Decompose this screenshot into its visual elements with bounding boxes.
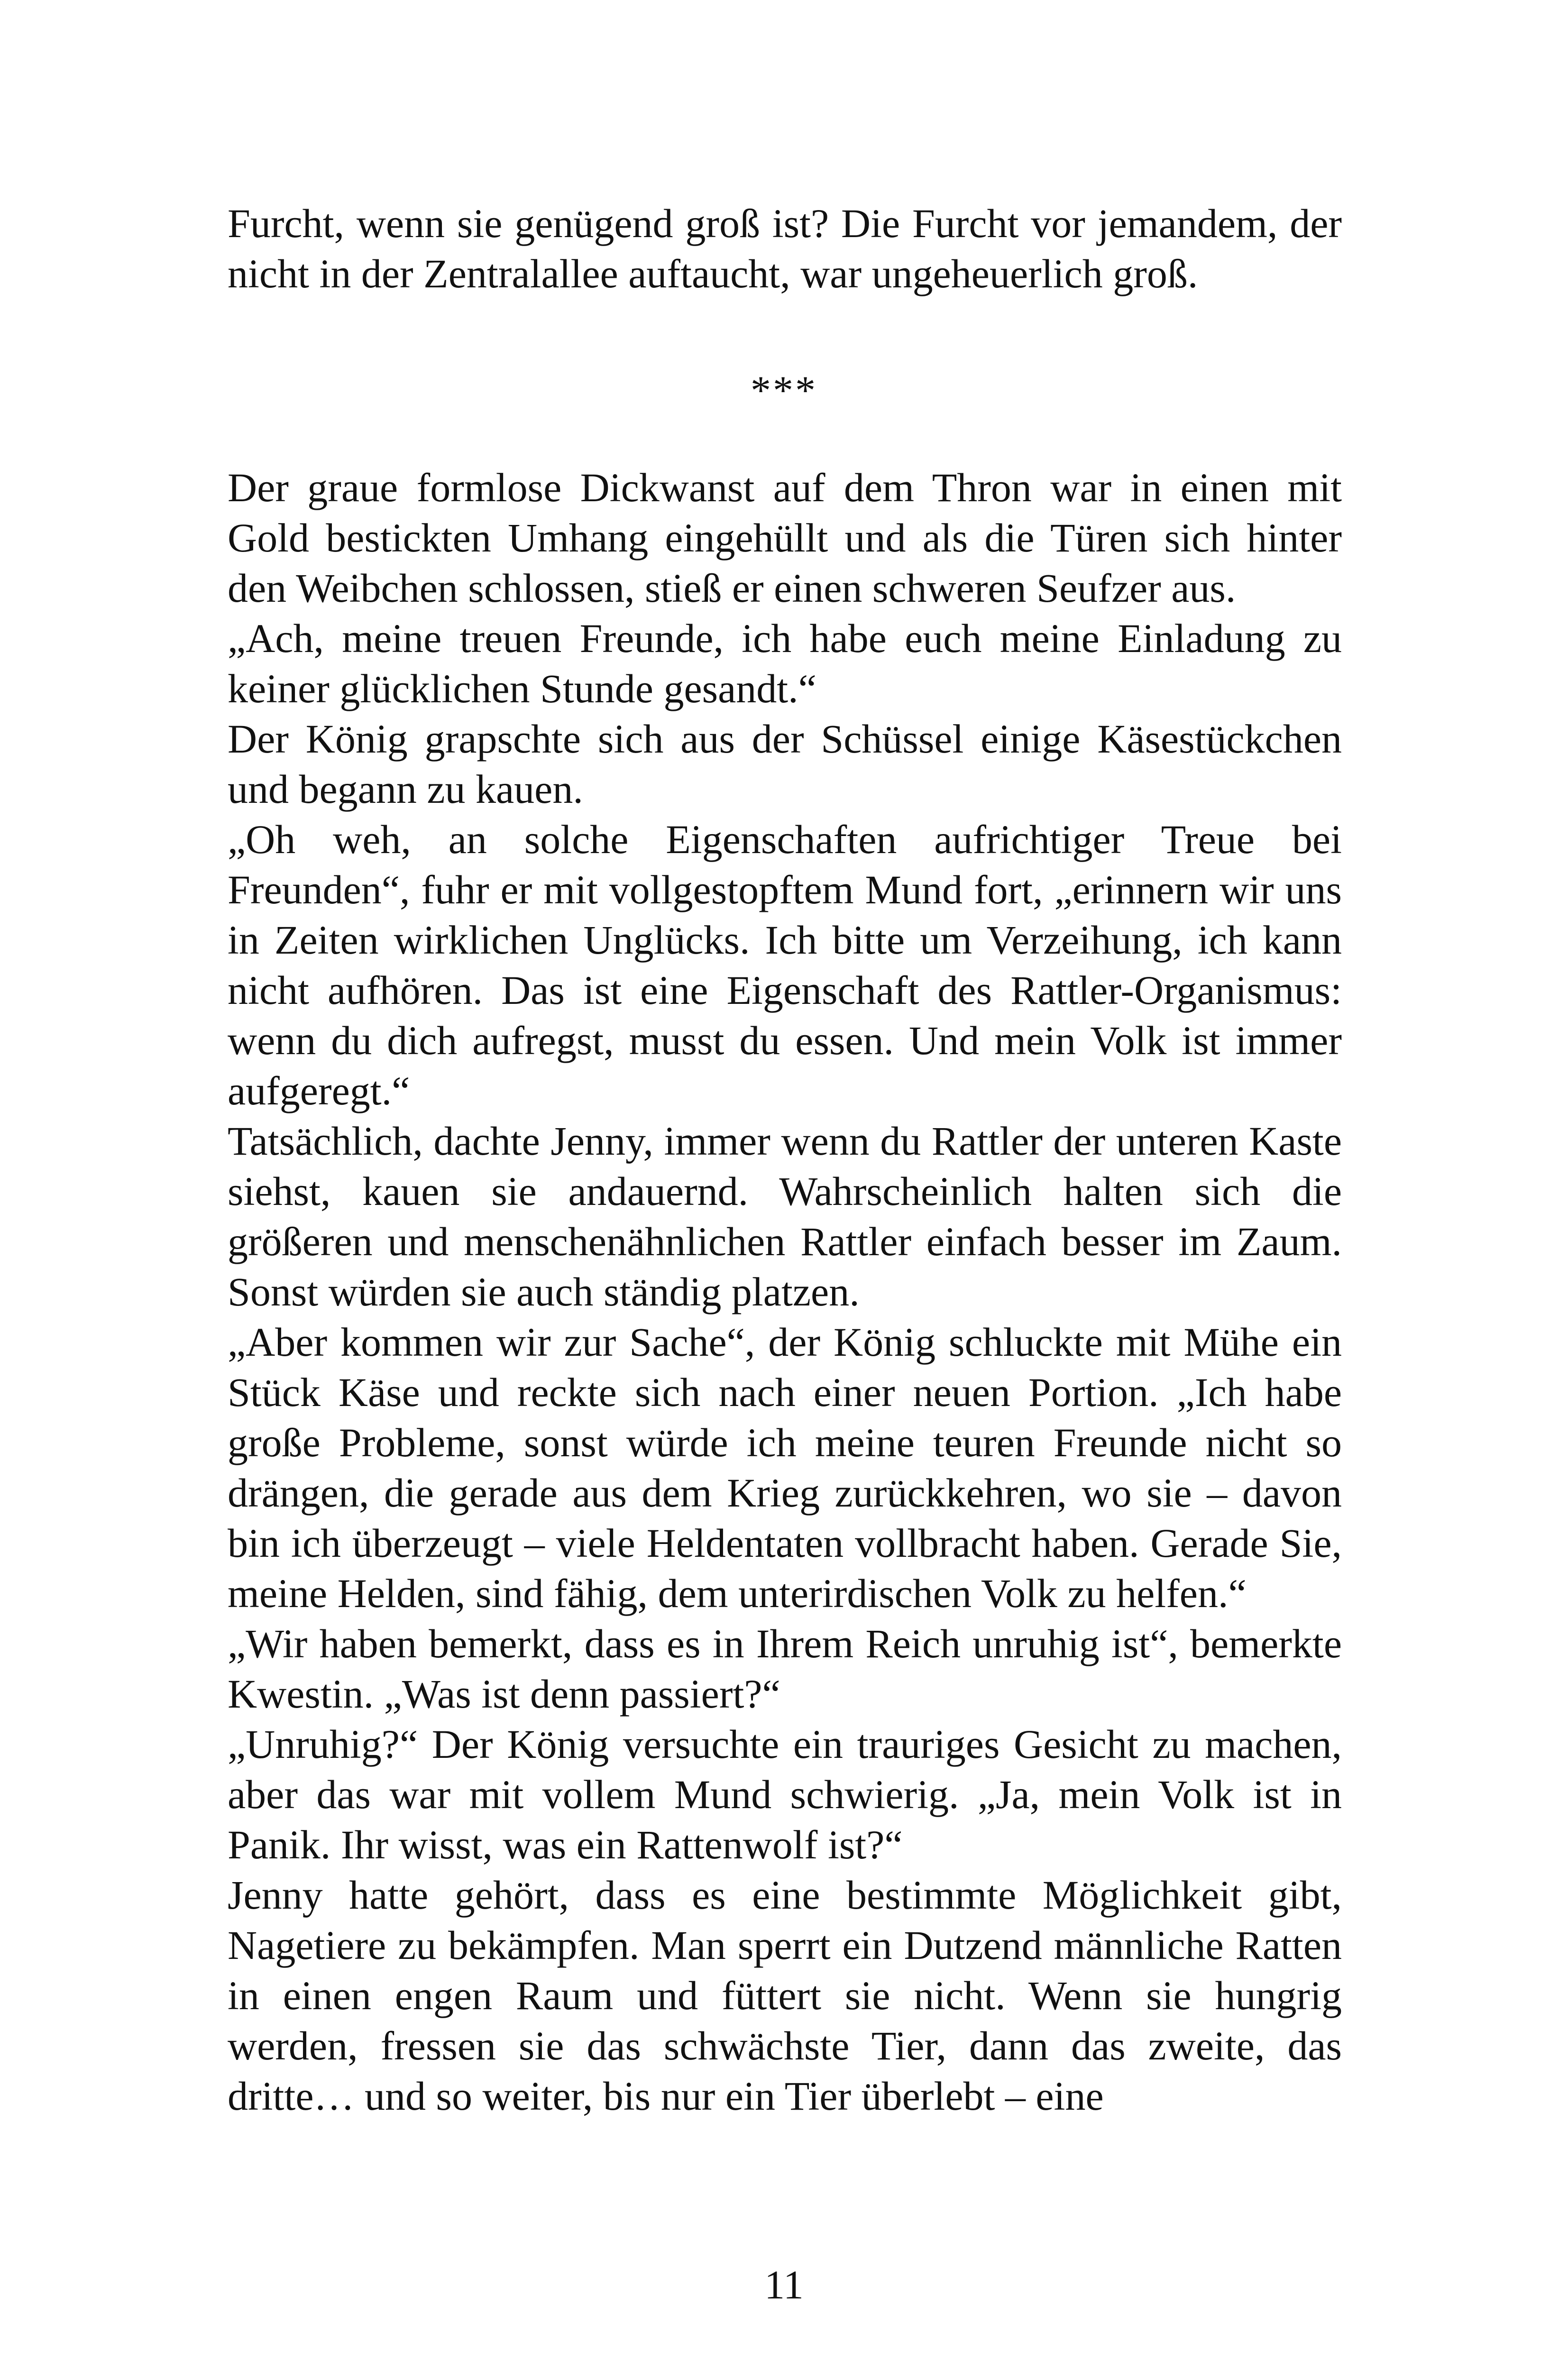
paragraph: „Ach, meine treuen Freunde, ich habe euch meine Einladung zu keiner glücklichen Stunde gesandt.“ — [228, 616, 1342, 711]
paragraph: Furcht, wenn sie genügend groß ist? Die Furcht vor jemandem, der nicht in der Zentralallee auftaucht, war ungeheuerlich groß. — [228, 201, 1342, 296]
paragraph: „Oh weh, an solche Eigenschaften aufrichtiger Treue bei Freunden“, fuhr er mit vollgestopftem Mund fort, „erinnern wir uns in Zeiten wirklichen Unglücks. Ich bitte um Verzeihung, ich kann nicht aufhören. Das ist eine Eigenschaft des Rattler-Organismus: wenn du dich aufregst, musst du essen. Und mein Volk ist immer aufgeregt.“ — [228, 817, 1342, 1113]
page-number: 11 — [764, 2262, 804, 2307]
intro-paragraph — [228, 198, 1342, 299]
main-text — [228, 462, 1342, 2121]
paragraph: „Unruhig?“ Der König versuchte ein trauriges Gesicht zu machen, aber das war mit vollem Mund schwierig. „Ja, mein Volk ist in Panik. Ihr wisst, was ein Rattenwolf ist?“ — [228, 1721, 1342, 1867]
paragraph: Tatsächlich, dachte Jenny, immer wenn du Rattler der unteren Kaste siehst, kauen sie andauernd. Wahrscheinlich halten sich die größeren und menschenähnlichen Rattler einfach besser im Zaum. Sonst würden sie auch ständig platzen. — [228, 1118, 1342, 1314]
paragraph: „Aber kommen wir zur Sache“, der König schluckte mit Mühe ein Stück Käse und reckte sich nach einer neuen Portion. „Ich habe große Probleme, sonst würde ich meine teuren Freunde nicht so drängen, die gerade aus dem Krieg zurückkehren, wo sie – davon bin ich überzeugt – viele Heldentaten vollbracht haben. Gerade Sie, meine Helden, sind fähig, dem unterirdischen Volk zu helfen.“ — [228, 1319, 1342, 1616]
paragraph: Der König grapschte sich aus der Schüssel einige Käsestückchen und begann zu kauen. — [228, 716, 1342, 812]
section-separator: *** — [751, 368, 817, 413]
paragraph: Der graue formlose Dickwanst auf dem Thron war in einen mit Gold bestickten Umhang eingehüllt und als die Türen sich hinter den Weibchen schlossen, stieß er einen schweren Seufzer aus. — [228, 465, 1342, 611]
paragraph: Jenny hatte gehört, dass es eine bestimmte Möglichkeit gibt, Nagetiere zu bekämpfen. Man sperrt ein Dutzend männliche Ratten in einen engen Raum und füttert sie nicht. Wenn sie hungrig werden, fressen sie das schwächste Tier, dann das zweite, das dritte… und so weiter, bis nur ein Tier überlebt – eine — [228, 1872, 1342, 2119]
paragraph: „Wir haben bemerkt, dass es in Ihrem Reich unruhig ist“, bemerkte Kwestin. „Was ist denn passiert?“ — [228, 1621, 1342, 1717]
